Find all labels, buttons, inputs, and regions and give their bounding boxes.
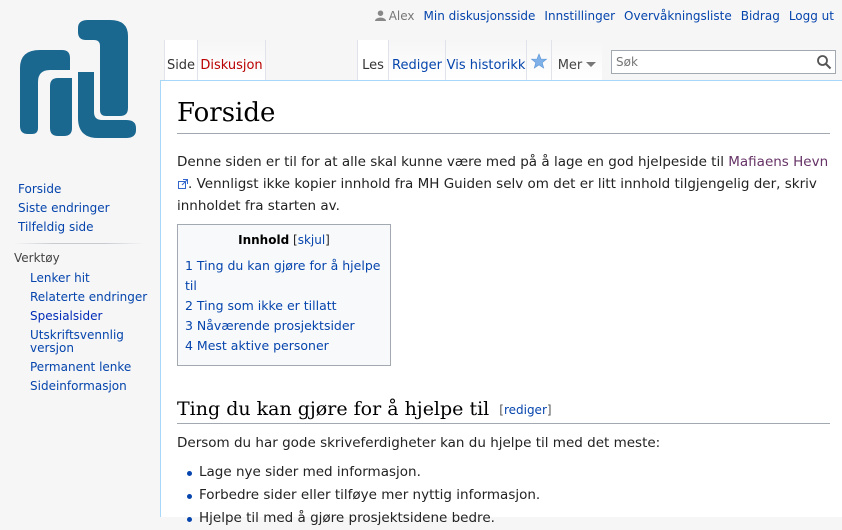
bullet-list <box>187 461 830 530</box>
sidebar-item-permanent-lenke[interactable]: Permanent lenke <box>30 360 132 374</box>
intro-paragraph: Denne siden er til for at alle skal kunne være med på å lage en god hjelpeside til Mafiaens Hevn. Vennligst ikke kopier innhold fra MH Guiden selv om det er litt innhold tilgjengelig der, skriv innholdet fra starten av. <box>177 154 829 214</box>
edit-section-link[interactable]: rediger <box>503 403 547 417</box>
chevron-down-icon <box>586 62 596 67</box>
sidebar-item-siste-endringer[interactable]: Siste endringer <box>18 201 110 215</box>
tab-page[interactable]: Side <box>164 40 198 80</box>
sidebar-item-lenker-hit[interactable]: Lenker hit <box>30 271 90 285</box>
section-text: Dersom du har gode skriveferdigheter kan du hjelpe til med det meste: <box>177 435 661 451</box>
list-item: Hjelpe til med å gjøre prosjektsidene bedre. <box>187 507 830 530</box>
sidebar-tools <box>0 269 160 396</box>
sidebar-item-relaterte-endringer[interactable]: Relaterte endringer <box>30 290 148 304</box>
sidebar-item-forside[interactable]: Forside <box>18 182 62 196</box>
tab-read[interactable]: Les <box>357 40 389 80</box>
watchlist-link[interactable]: Overvåkningsliste <box>624 9 732 23</box>
sidebar <box>0 180 160 396</box>
search-input[interactable] <box>612 51 802 73</box>
toc-item[interactable]: 2 Ting som ikke er tillatt <box>185 298 337 313</box>
tab-edit[interactable]: Rediger <box>389 40 446 80</box>
logout-link[interactable]: Logg ut <box>788 9 834 23</box>
tools-heading: Verktøy <box>14 251 60 265</box>
edit-section: [rediger] <box>499 403 552 417</box>
toc-toggle-link[interactable]: skjul <box>297 233 326 247</box>
main-content <box>160 80 842 526</box>
personal-tools <box>375 9 834 23</box>
search-box <box>611 50 836 74</box>
user-name: Alex <box>388 9 415 23</box>
preferences-link[interactable]: Innstillinger <box>544 9 616 23</box>
toc-title: Innhold [skjul] <box>238 233 330 247</box>
sidebar-navigation <box>0 180 160 237</box>
mafiaens-hevn-link[interactable]: Mafiaens Hevn <box>177 154 828 192</box>
toc-item[interactable]: 4 Mest aktive personer <box>185 338 329 353</box>
user-link[interactable] <box>375 9 415 23</box>
table-of-contents <box>177 224 391 366</box>
watch-star-button[interactable] <box>527 40 552 80</box>
sidebar-item-spesialsider[interactable]: Spesialsider <box>30 309 103 323</box>
sidebar-item-sideinformasjon[interactable]: Sideinformasjon <box>30 379 127 393</box>
star-icon <box>531 53 547 69</box>
user-icon <box>375 10 386 21</box>
sidebar-divider <box>14 243 144 244</box>
my-talk-link[interactable]: Min diskusjonsside <box>423 9 536 23</box>
tab-discussion[interactable]: Diskusjon <box>198 40 266 80</box>
toc-item[interactable]: 3 Nåværende prosjektsider <box>185 318 355 333</box>
sidebar-item-tilfeldig-side[interactable]: Tilfeldig side <box>18 220 94 234</box>
more-menu[interactable]: Mer <box>552 40 602 80</box>
tab-history[interactable]: Vis historikk <box>446 40 527 80</box>
toc-item[interactable]: 1 Ting du kan gjøre for å hjelpe til <box>185 258 381 293</box>
external-link-icon <box>178 179 188 189</box>
page-title: Forside <box>177 95 830 134</box>
contributions-link[interactable]: Bidrag <box>740 9 780 23</box>
sidebar-item-utskriftsvennlig[interactable]: Utskriftsvennlig versjon <box>30 328 124 355</box>
search-icon[interactable] <box>816 54 832 70</box>
list-item: Lage nye sider med informasjon. <box>187 461 830 484</box>
list-item: Forbedre sider eller tilføye mer nyttig informasjon. <box>187 484 830 507</box>
section-heading: Ting du kan gjøre for å hjelpe til [rediger] <box>177 396 830 424</box>
site-logo[interactable] <box>14 16 144 140</box>
